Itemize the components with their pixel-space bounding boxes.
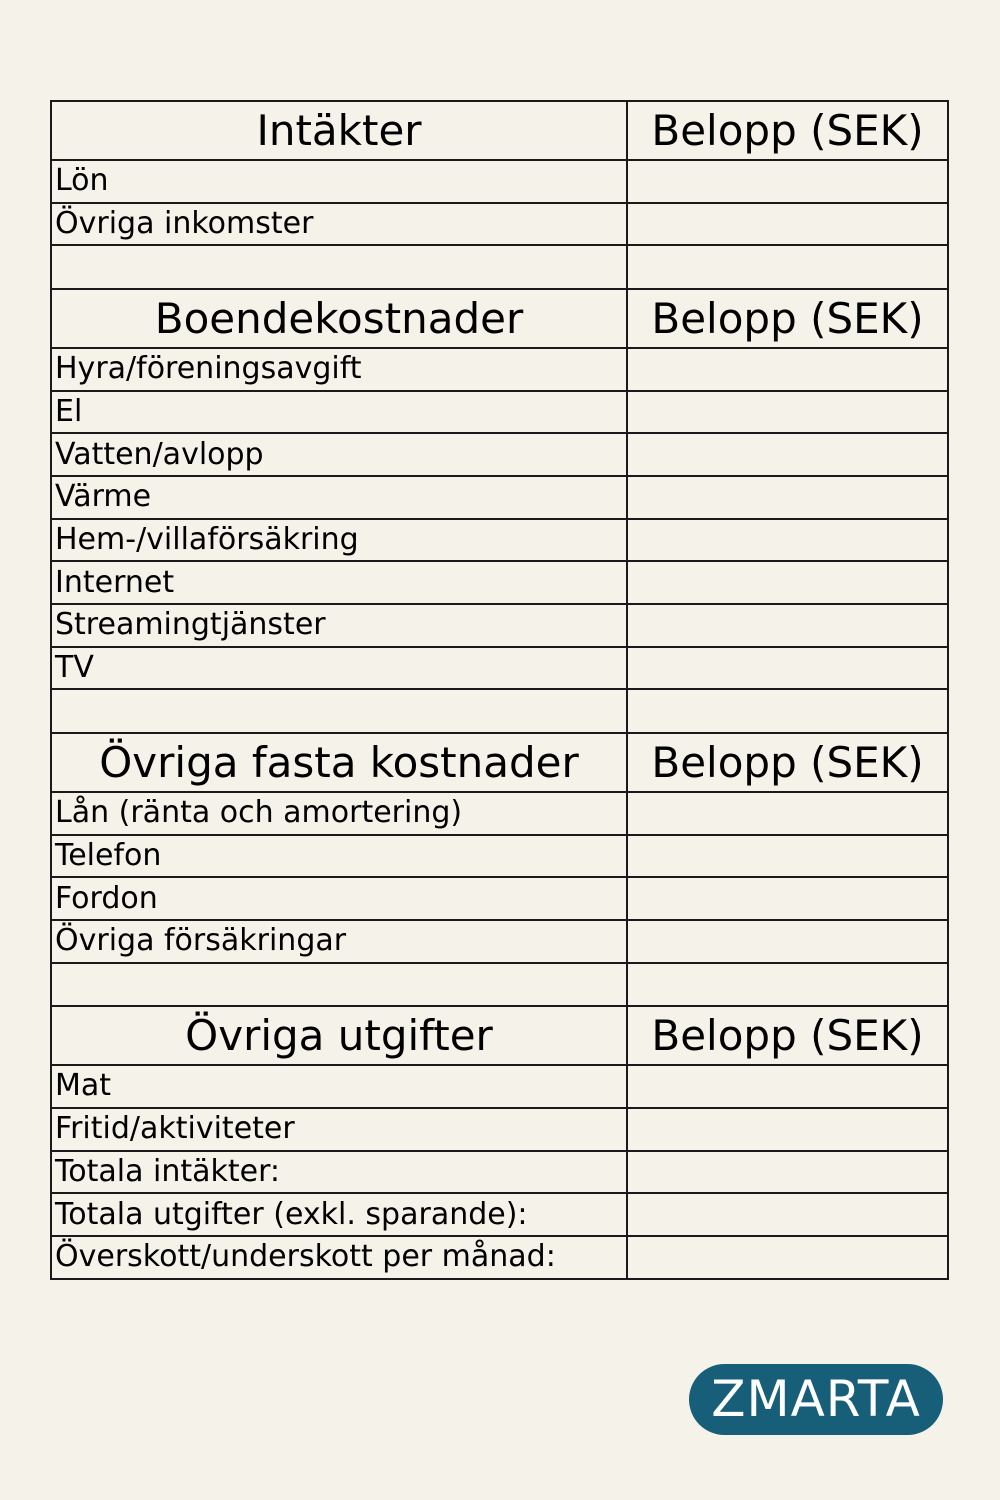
table-row — [51, 348, 948, 391]
amount-cell[interactable] — [627, 348, 948, 391]
row-label: Streamingtjänster — [51, 604, 627, 647]
empty-cell[interactable] — [51, 963, 627, 1007]
row-label: Överskott/underskott per månad: — [51, 1236, 627, 1279]
amount-cell[interactable] — [627, 1236, 948, 1279]
zmarta-logo: ZMARTA — [689, 1364, 943, 1435]
empty-row — [51, 963, 948, 1007]
empty-row — [51, 245, 948, 289]
section-header-row — [51, 733, 948, 792]
table-row — [51, 561, 948, 604]
amount-cell[interactable] — [627, 647, 948, 690]
amount-cell[interactable] — [627, 920, 948, 963]
empty-cell[interactable] — [627, 963, 948, 1007]
table-row — [51, 835, 948, 878]
row-label: El — [51, 391, 627, 434]
section-header-row — [51, 1006, 948, 1065]
row-label: Övriga försäkringar — [51, 920, 627, 963]
empty-cell[interactable] — [51, 245, 627, 289]
table-row — [51, 920, 948, 963]
row-label: Fordon — [51, 877, 627, 920]
section-header-row — [51, 289, 948, 348]
section-title: Övriga utgifter — [51, 1006, 627, 1065]
table-row — [51, 792, 948, 835]
table-row — [51, 519, 948, 562]
section-title: Övriga fasta kostnader — [51, 733, 627, 792]
amount-column-header: Belopp (SEK) — [627, 1006, 948, 1065]
section-title: Boendekostnader — [51, 289, 627, 348]
amount-cell[interactable] — [627, 877, 948, 920]
table-row — [51, 391, 948, 434]
amount-cell[interactable] — [627, 792, 948, 835]
amount-cell[interactable] — [627, 203, 948, 246]
section-title: Intäkter — [51, 101, 627, 160]
row-label: Internet — [51, 561, 627, 604]
table-row — [51, 604, 948, 647]
amount-column-header: Belopp (SEK) — [627, 289, 948, 348]
amount-column-header: Belopp (SEK) — [627, 101, 948, 160]
amount-cell[interactable] — [627, 476, 948, 519]
table-row — [51, 1236, 948, 1279]
table-row — [51, 647, 948, 690]
table-row — [51, 160, 948, 203]
amount-cell[interactable] — [627, 1065, 948, 1108]
row-label: Övriga inkomster — [51, 203, 627, 246]
row-label: Totala intäkter: — [51, 1151, 627, 1194]
section-header-row — [51, 101, 948, 160]
row-label: Värme — [51, 476, 627, 519]
amount-cell[interactable] — [627, 604, 948, 647]
table-row — [51, 1108, 948, 1151]
amount-cell[interactable] — [627, 835, 948, 878]
row-label: Fritid/aktiviteter — [51, 1108, 627, 1151]
row-label: Telefon — [51, 835, 627, 878]
table-row — [51, 476, 948, 519]
amount-cell[interactable] — [627, 1108, 948, 1151]
row-label: Lån (ränta och amortering) — [51, 792, 627, 835]
amount-cell[interactable] — [627, 433, 948, 476]
amount-column-header: Belopp (SEK) — [627, 733, 948, 792]
amount-cell[interactable] — [627, 1193, 948, 1236]
row-label: Vatten/avlopp — [51, 433, 627, 476]
amount-cell[interactable] — [627, 391, 948, 434]
row-label: Hem-/villaförsäkring — [51, 519, 627, 562]
empty-cell[interactable] — [627, 245, 948, 289]
row-label: Mat — [51, 1065, 627, 1108]
amount-cell[interactable] — [627, 519, 948, 562]
table-row — [51, 203, 948, 246]
amount-cell[interactable] — [627, 160, 948, 203]
empty-cell[interactable] — [627, 689, 948, 733]
budget-table — [50, 100, 949, 1280]
row-label: Lön — [51, 160, 627, 203]
row-label: Hyra/föreningsavgift — [51, 348, 627, 391]
amount-cell[interactable] — [627, 1151, 948, 1194]
empty-row — [51, 689, 948, 733]
table-row — [51, 433, 948, 476]
table-row — [51, 1151, 948, 1194]
empty-cell[interactable] — [51, 689, 627, 733]
table-row — [51, 1065, 948, 1108]
row-label: Totala utgifter (exkl. sparande): — [51, 1193, 627, 1236]
row-label: TV — [51, 647, 627, 690]
table-row — [51, 877, 948, 920]
amount-cell[interactable] — [627, 561, 948, 604]
table-row — [51, 1193, 948, 1236]
